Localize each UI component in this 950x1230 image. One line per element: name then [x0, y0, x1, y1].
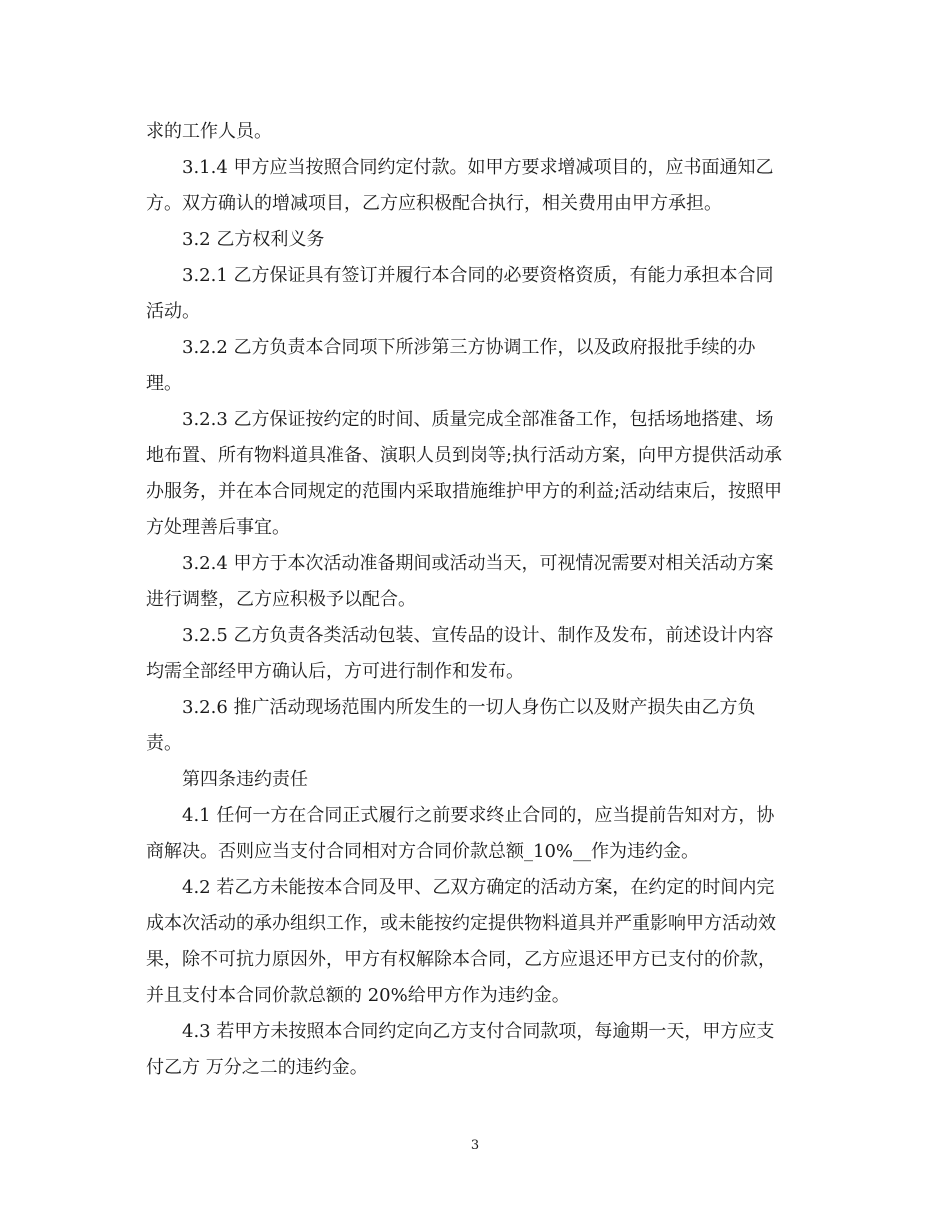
text-line: 并且支付本合同价款总额的 20%给甲方作为违约金。	[146, 985, 570, 1006]
text-line: 方处理善后事宜。	[146, 517, 290, 538]
text-line: 活动。	[146, 301, 200, 322]
text-line: 果，除不可抗力原因外，甲方有权解除本合同，乙方应退还甲方已支付的价款，	[146, 949, 776, 970]
text-line: 方。双方确认的增减项目，乙方应积极配合执行，相关费用由甲方承担。	[146, 193, 722, 214]
text-line: 成本次活动的承办组织工作，或未能按约定提供物料道具并严重影响甲方活动效	[146, 913, 776, 934]
page-number: 3	[470, 1138, 480, 1153]
document-body	[146, 114, 810, 1086]
text-line: 责。	[146, 733, 182, 754]
text-line: 地布置、所有物料道具准备、演职人员到岗等;执行活动方案，向甲方提供活动承	[146, 445, 783, 466]
text-line: 3.2.5 乙方负责各类活动包装、宣传品的设计、制作及发布，前述设计内容	[182, 625, 774, 646]
text-line: 理。	[146, 373, 182, 394]
text-line: 3.2.4 甲方于本次活动准备期间或活动当天，可视情况需要对相关活动方案	[182, 553, 774, 574]
text-line: 办服务，并在本合同规定的范围内采取措施维护甲方的利益;活动结束后，按照甲	[146, 481, 783, 502]
text-line: 3.2.2 乙方负责本合同项下所涉第三方协调工作，以及政府报批手续的办	[182, 337, 756, 358]
text-line: 4.3 若甲方未按照本合同约定向乙方支付合同款项，每逾期一天，甲方应支	[182, 1021, 775, 1042]
text-line: 进行调整，乙方应积极予以配合。	[146, 589, 416, 610]
text-line: 求的工作人员。	[146, 121, 272, 142]
text-line: 3.2.6 推广活动现场范围内所发生的一切人身伤亡以及财产损失由乙方负	[182, 697, 756, 718]
text-line: 3.2.1 乙方保证具有签订并履行本合同的必要资格资质，有能力承担本合同	[182, 265, 774, 286]
text-line: 均需全部经甲方确认后，方可进行制作和发布。	[146, 661, 524, 682]
text-line: 4.1 任何一方在合同正式履行之前要求终止合同的，应当提前告知对方，协	[182, 805, 775, 826]
text-line: 3.2 乙方权利义务	[182, 229, 325, 250]
text-line: 商解决。否则应当支付合同相对方合同价款总额_10%__作为违约金。	[146, 841, 700, 862]
text-line: 4.2 若乙方未能按本合同及甲、乙双方确定的活动方案，在约定的时间内完	[182, 877, 775, 898]
text-line: 付乙方 万分之二的违约金。	[146, 1057, 368, 1078]
text-line: 3.1.4 甲方应当按照合同约定付款。如甲方要求增减项目的，应书面通知乙	[182, 157, 774, 178]
text-line: 第四条违约责任	[182, 769, 308, 790]
text-line: 3.2.3 乙方保证按约定的时间、质量完成全部准备工作，包括场地搭建、场	[182, 409, 774, 430]
